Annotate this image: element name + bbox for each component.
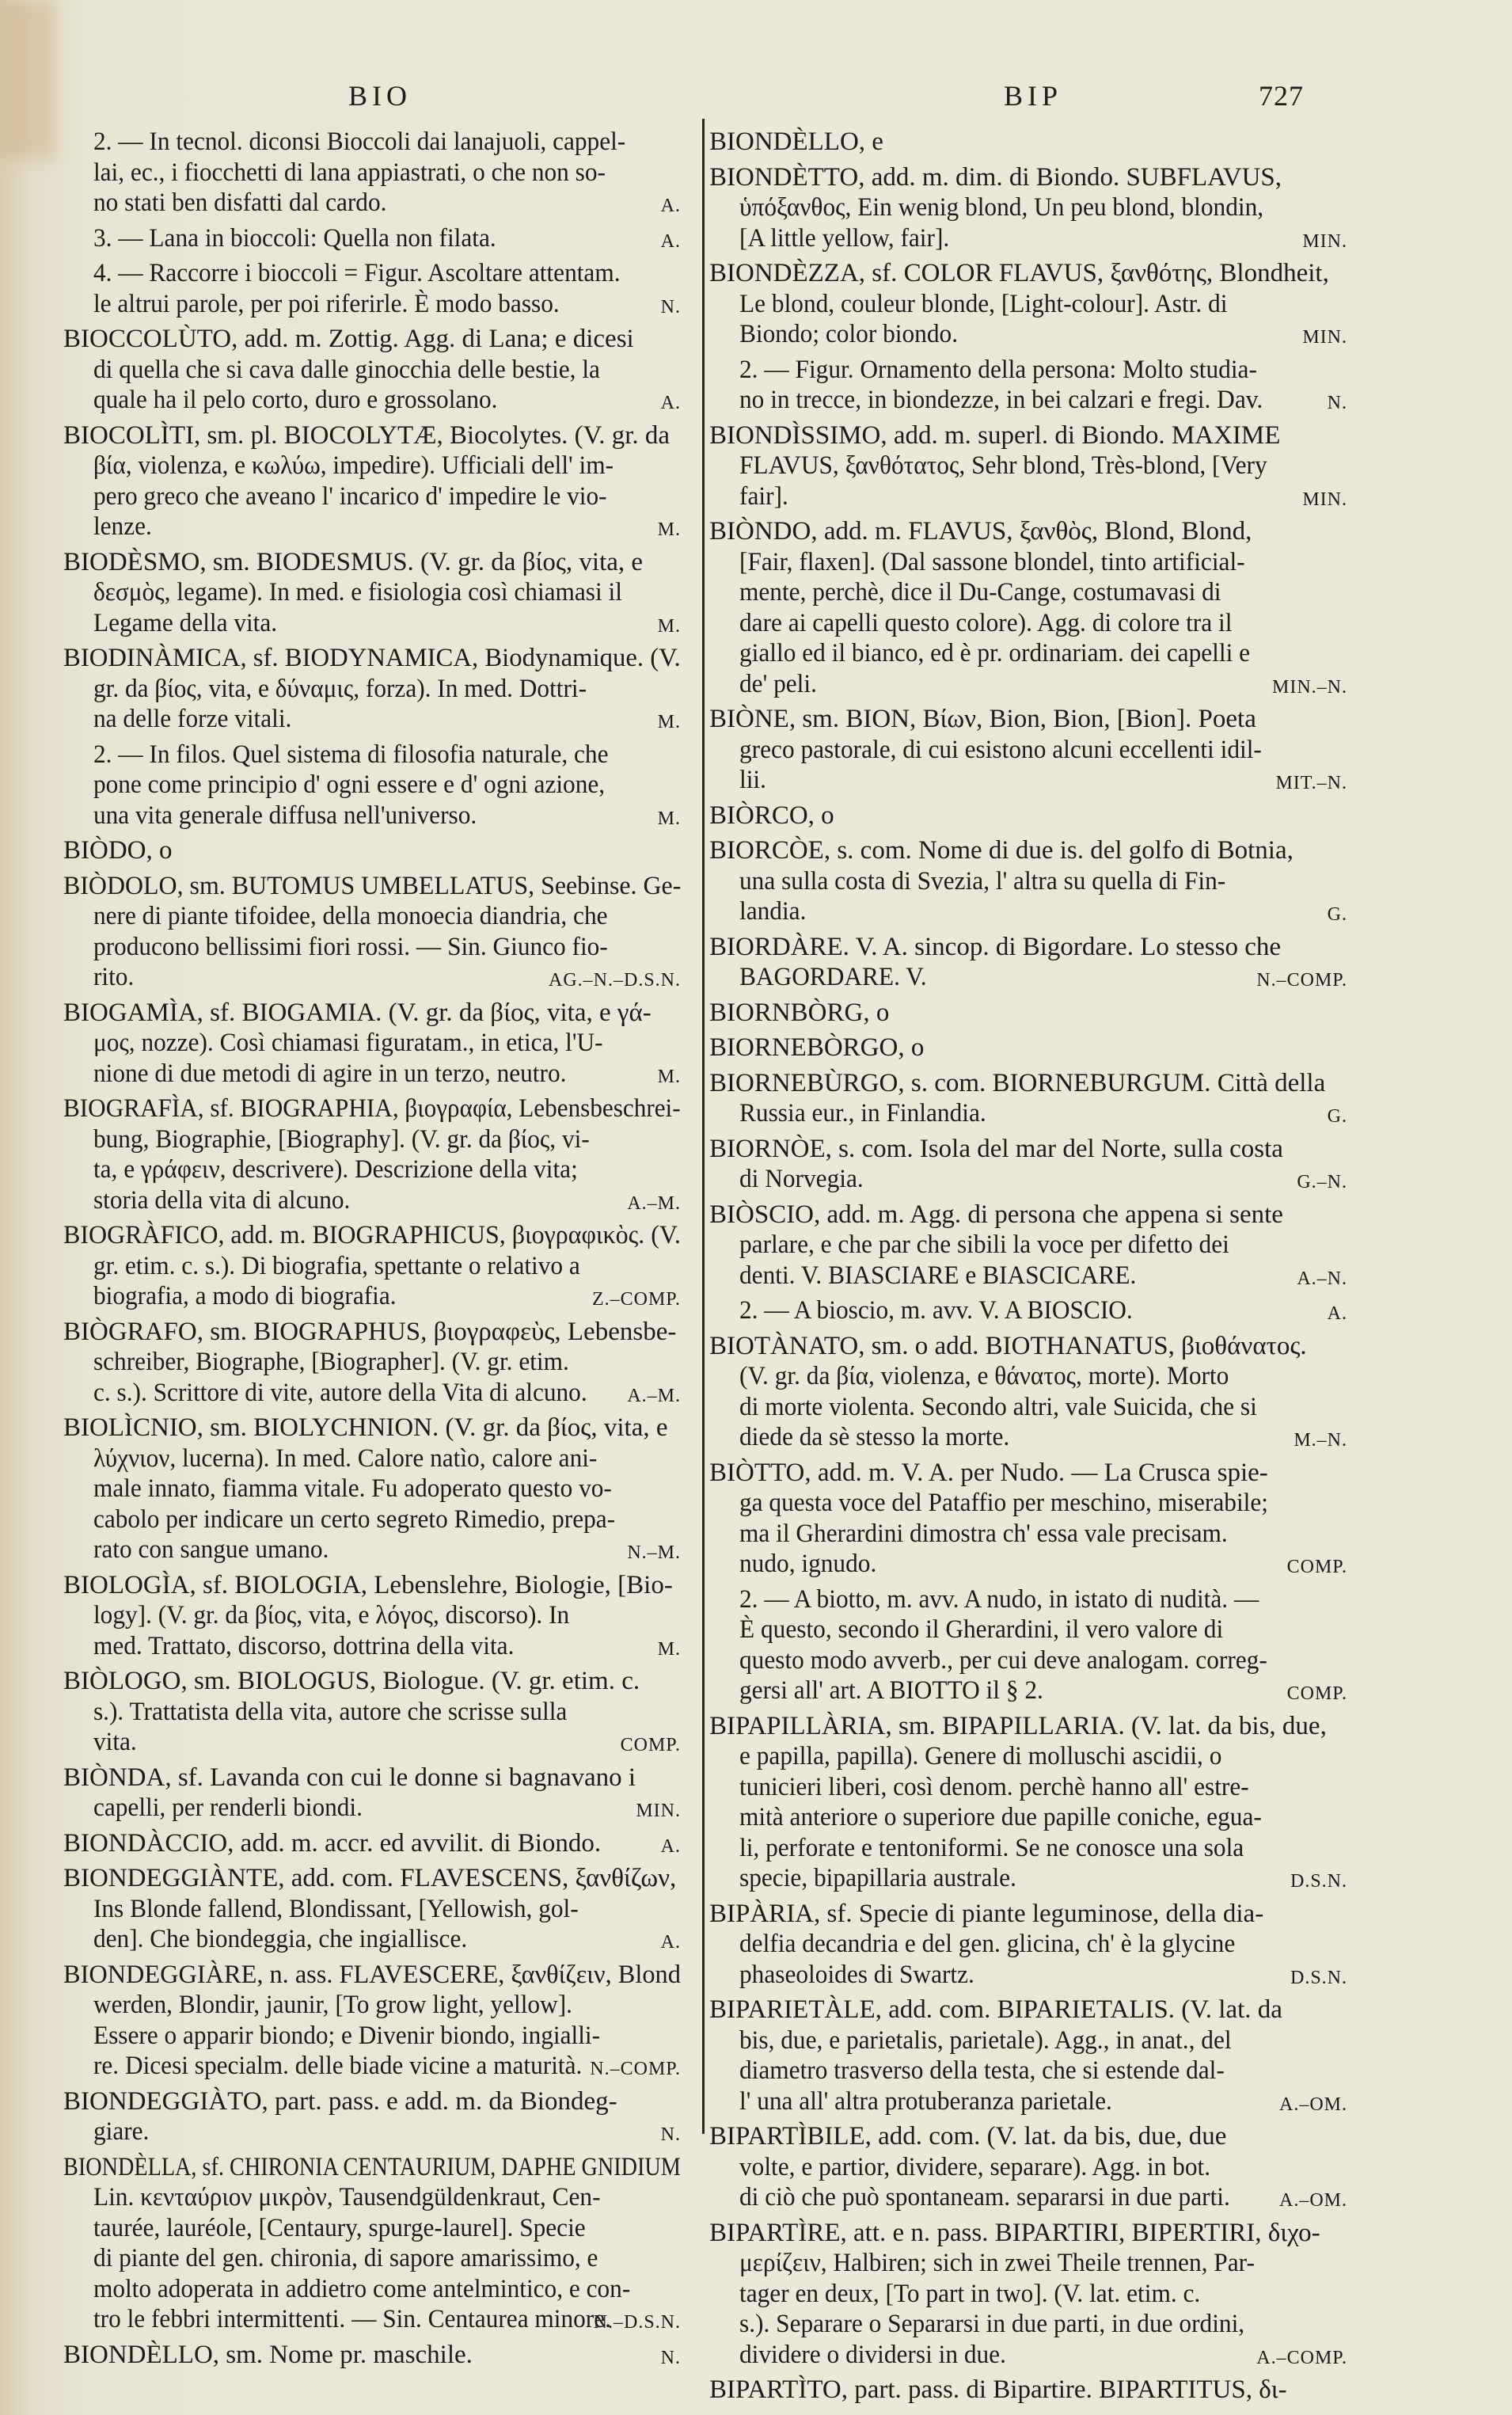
dictionary-entry <box>709 1899 1347 1991</box>
headword-line: BIÒRCO, o <box>709 801 834 830</box>
entry-text-line: Essere o apparir biondo; e Divenir biondo, ingialli- <box>93 2021 601 2050</box>
entry-text-line: phaseoloides di Swartz. <box>739 1960 974 1989</box>
entry-text-line: Biondo; color biondo. <box>739 320 959 348</box>
source-abbreviation: COMP. <box>1286 1557 1347 1577</box>
source-abbreviation: N.–COMP. <box>1256 970 1347 991</box>
headword-line: BIONDEGGIÀRE, n. ass. FLAVESCERE, ξανθίζειν, Blond <box>63 1960 681 1989</box>
column-divider <box>702 119 705 2134</box>
entry-text-line: nudo, ignudo. <box>739 1550 877 1578</box>
entry-text-line: μος, nozze). Così chiamasi figuratam., in etica, l'U- <box>93 1029 603 1057</box>
source-abbreviation: N.–D.S.N. <box>593 2312 681 2333</box>
headword-line: BIONDÈLLO, e <box>709 127 883 156</box>
dictionary-entry <box>63 643 681 735</box>
source-abbreviation: MIN.–N. <box>1272 676 1347 698</box>
entry-text-line: gr. da βίος, vita, e δύναμις, forza). In med. Dottri- <box>93 674 587 703</box>
dictionary-entry <box>709 1295 1347 1326</box>
source-abbreviation: AG.–N.–D.S.N. <box>548 970 681 991</box>
entry-text-line: e papilla, papilla). Genere di molluschi ascidii, o <box>739 1742 1222 1770</box>
source-abbreviation: COMP. <box>1286 1683 1347 1704</box>
entry-text-line: s.). Trattatista della vita, autore che scrisse sulla <box>93 1697 568 1726</box>
dictionary-entry <box>63 1413 681 1565</box>
dictionary-entry <box>709 801 1347 831</box>
headword-line: BIORNEBÒRGO, o <box>709 1033 925 1062</box>
dictionary-entry <box>63 1828 681 1859</box>
dictionary-entry <box>709 704 1347 796</box>
entry-text-line: dare ai capelli questo colore). Agg. di colore tra il <box>739 608 1233 637</box>
headword-line: BIÒNE, sm. BION, Βίων, Bion, Bion, [Bion]. Poeta <box>709 705 1256 733</box>
entry-text-line: capelli, per renderli biondi. <box>93 1793 363 1822</box>
entry-text-line: diede da sè stesso la morte. <box>739 1423 1010 1451</box>
headword-line: BIORNÒE, s. com. Isola del mar del Norte, sulla costa <box>709 1134 1283 1163</box>
headword-line: BIONDÌSSIMO, add. m. superl. di Biondo. MAXIME <box>709 420 1281 450</box>
entry-text-line: una vita generale diffusa nell'universo. <box>93 801 477 830</box>
dictionary-entry <box>63 2086 681 2147</box>
entry-text-line: 2. — Figur. Ornamento della persona: Molto studia- <box>739 355 1257 384</box>
headword-line: BIONDÈTTO, add. m. dim. di Biondo. SUBFLAVUS, <box>709 162 1282 192</box>
headword-line: BIOLÌCNIO, sm. BIOLYCHNION. (V. gr. da βίος, vita, e <box>63 1413 668 1442</box>
dictionary-entry <box>709 2375 1347 2405</box>
headword-line: BIPARTÌRE, att. e n. pass. BIPARTIRI, BIPERTIRI, διχο- <box>709 2218 1320 2247</box>
headword-line: BIPÀRIA, sf. Specie di piante leguminose, della dia- <box>709 1899 1264 1928</box>
source-abbreviation: N.–COMP. <box>590 2059 681 2079</box>
dictionary-entry <box>709 1331 1347 1453</box>
source-abbreviation: Z.–COMP. <box>591 1289 681 1310</box>
entry-text-line: diametro trasverso della testa, che si estende dal- <box>739 2056 1225 2085</box>
headword-line: BIOGAMÌA, sf. BIOGAMIA. (V. gr. da βίος, vita, e γά- <box>63 998 652 1027</box>
entry-text-line: cabolo per indicare un certo segreto Rimedio, prepa- <box>93 1504 616 1534</box>
dictionary-entry <box>709 162 1347 254</box>
dictionary-entry <box>709 1134 1347 1195</box>
source-abbreviation: M.–N. <box>1294 1430 1347 1451</box>
entry-text-line: l' una all' altra protuberanza parietale. <box>739 2086 1112 2116</box>
source-abbreviation: D.S.N. <box>1290 1871 1347 1892</box>
entry-text-line: biografia, a modo di biografia. <box>93 1282 397 1310</box>
entry-text-line: tro le febbri intermittenti. — Sin. Centaurea minore. <box>93 2305 611 2333</box>
running-head-left: BIO <box>348 80 412 112</box>
entry-text-line: βία, violenza, e κωλύω, impedire). Ufficiali dell' im- <box>93 451 614 480</box>
headword-line: BIÒNDA, sf. Lavanda con cui le donne si bagnavano i <box>63 1763 636 1792</box>
entry-text-line: di morte violenta. Secondo altri, vale Suicida, che si <box>739 1392 1257 1421</box>
entry-text-line: werden, Blondir, jaunir, [To grow light, yellow]. <box>93 1991 572 2019</box>
headword-line: BIONDÈZZA, sf. COLOR FLAVUS, ξανθότης, Blondheit, <box>709 259 1329 287</box>
entry-text-line: de' peli. <box>739 669 817 698</box>
source-abbreviation: N.–M. <box>627 1542 681 1563</box>
source-abbreviation: G. <box>1327 1106 1347 1127</box>
dictionary-entry <box>63 1666 681 1758</box>
entry-text-line: mente, perchè, dice il Du-Cange, costumavasi di <box>739 578 1221 607</box>
source-abbreviation: A. <box>660 1932 681 1953</box>
entry-text-line: logy]. (V. gr. da βίος, vita, e λόγος, discorso). In <box>93 1601 570 1630</box>
dictionary-entry <box>709 127 1347 158</box>
headword-line: BIORNBÒRG, o <box>709 998 890 1027</box>
dictionary-entry <box>709 1711 1347 1894</box>
entry-text-line: BAGORDARE. V. <box>739 963 927 991</box>
dictionary-entry <box>709 932 1347 993</box>
dictionary-entry <box>709 998 1347 1029</box>
entry-text-line: volte, e partior, dividere, separare). Agg. in bot. <box>739 2152 1211 2181</box>
headword-line: BIORNEBÙRGO, s. com. BIORNEBURGUM. Città della <box>709 1068 1326 1097</box>
entry-text-line: storia della vita di alcuno. <box>93 1185 351 1215</box>
headword-line: BIÒGRAFO, sm. BIOGRAPHUS, βιογραφεὺς, Lebensbe- <box>63 1317 677 1346</box>
entry-text-line: ὑπόξανθος, Ein wenig blond, Un peu blond, blondin, <box>739 193 1264 222</box>
source-abbreviation: M. <box>657 1638 681 1660</box>
paper-stain <box>0 0 55 158</box>
dictionary-entry <box>709 1068 1347 1129</box>
entry-text-line: 2. — In tecnol. diconsi Bioccoli dai lanajuoli, cappel- <box>93 127 626 156</box>
dictionary-entry <box>63 223 681 254</box>
dictionary-entry <box>63 2152 681 2335</box>
entry-text-line: le altrui parole, per poi riferirle. È modo basso. <box>93 289 560 318</box>
dictionary-entry <box>709 355 1347 416</box>
entry-text-line: nione di due metodi di agire in un terzo, neutro. <box>93 1059 567 1088</box>
entry-text-line: tunicieri liberi, così denom. perchè hanno all' estre- <box>739 1772 1249 1801</box>
headword-line: BIOCOLÌTI, sm. pl. BIOCOLYTÆ, Biocolytes. (V. gr. da <box>63 420 671 450</box>
source-abbreviation: M. <box>657 1066 681 1087</box>
dictionary-entry <box>63 871 681 993</box>
source-abbreviation: MIN. <box>1302 489 1347 510</box>
entry-text-line: Legame della vita. <box>93 608 278 637</box>
entry-text-line: una sulla costa di Svezia, l' altra su quella di Fin- <box>739 866 1226 896</box>
entry-text-line: pero greco che aveano l' incarico d' impedire le vio- <box>93 481 607 511</box>
dictionary-entry <box>63 998 681 1090</box>
headword-line: BIORDÀRE. V. A. sincop. di Bigordare. Lo stesso che <box>709 932 1281 961</box>
headword-line: BIORCÒE, s. com. Nome di due is. del golfo di Botnia, <box>709 836 1294 865</box>
source-abbreviation: A.–M. <box>627 1385 681 1406</box>
dictionary-entry <box>63 835 681 866</box>
dictionary-entry <box>63 420 681 542</box>
headword-line: BIÒLOGO, sm. BIOLOGUS, Biologue. (V. gr. etim. c. <box>63 1667 640 1695</box>
entry-text-line: mità anteriore o superiore due papille coniche, egua- <box>739 1803 1262 1831</box>
source-abbreviation: M. <box>657 615 681 637</box>
source-abbreviation: MIN. <box>636 1801 681 1821</box>
dictionary-entry <box>63 1220 681 1312</box>
headword-line: BIÒNDO, add. m. FLAVUS, ξανθὸς, Blond, Blond, <box>709 517 1252 546</box>
dictionary-entry <box>63 2340 681 2371</box>
entry-text-line: fair]. <box>739 481 788 511</box>
headword-line: BIOGRÀFICO, add. m. BIOGRAPHICUS, βιογραφικὸς. (V. <box>63 1221 681 1249</box>
headword-line: BIODINÀMICA, sf. BIODYNAMICA, Biodynamique. (V. <box>63 644 681 672</box>
headword-line: BIPAPILLÀRIA, sm. BIPAPILLARIA. (V. lat. da bis, due, <box>709 1711 1327 1740</box>
headword-line: BIOTÀNATO, sm. o add. BIOTHANATUS, βιοθάνατος. <box>709 1331 1307 1360</box>
dictionary-entry <box>709 516 1347 699</box>
dictionary-entry <box>709 2218 1347 2371</box>
source-abbreviation: M. <box>657 808 681 829</box>
source-abbreviation: A.–OM. <box>1278 2094 1347 2115</box>
entry-text-line: pone come principio d' ogni essere e d' ogni azione, <box>93 770 606 799</box>
source-abbreviation: N. <box>660 296 681 318</box>
entry-text-line: c. s.). Scrittore di vite, autore della Vita di alcuno. <box>93 1378 587 1407</box>
dictionary-entry <box>63 324 681 416</box>
entry-text-line: di quella che si cava dalle ginocchia delle bestie, la <box>93 355 600 384</box>
entry-text-line: producono bellissimi fiori rossi. — Sin. Giunco fio- <box>93 932 608 961</box>
entry-text-line: [A little yellow, fair]. <box>739 223 950 253</box>
entry-text-line: greco pastorale, di cui esistono alcuni eccellenti idil- <box>739 735 1262 764</box>
left-column <box>63 127 681 2375</box>
right-column <box>709 127 1347 2410</box>
entry-text-line: λύχνιον, lucerna). In med. Calore natìo, calore ani- <box>93 1443 598 1473</box>
entry-text-line: specie, bipapillaria australe. <box>739 1864 1016 1892</box>
entry-text-line: vita. <box>93 1728 137 1756</box>
entry-text-line: Le blond, couleur blonde, [Light-colour]. Astr. di <box>739 289 1228 318</box>
source-abbreviation: A. <box>660 196 681 216</box>
entry-text-line: no stati ben disfatti dal cardo. <box>93 188 387 217</box>
source-abbreviation: M. <box>657 519 681 540</box>
entry-text-line: ta, e γράφειν, descrivere). Descrizione della vita; <box>93 1155 578 1184</box>
entry-text-line: di Norvegia. <box>739 1165 864 1193</box>
source-abbreviation: N. <box>660 2347 681 2368</box>
dictionary-entry <box>709 835 1347 927</box>
entry-text-line: parlare, e che par che sibili la voce per difetto dei <box>739 1230 1229 1259</box>
dictionary-entry <box>63 1317 681 1409</box>
dictionary-entry <box>709 2121 1347 2213</box>
entry-text-line: Ins Blonde fallend, Blondissant, [Yellowish, gol- <box>93 1894 579 1923</box>
source-abbreviation: A.–N. <box>1297 1268 1347 1289</box>
source-abbreviation: A. <box>660 393 681 413</box>
running-head-right: BIP <box>1004 80 1063 112</box>
entry-text-line: landia. <box>739 897 807 926</box>
source-abbreviation: A.–COMP. <box>1256 2347 1347 2368</box>
entry-text-line: gersi all' art. A BIOTTO il § 2. <box>739 1676 1043 1705</box>
dictionary-entry <box>63 127 681 219</box>
entry-text-line: med. Trattato, discorso, dottrina della vita. <box>93 1631 515 1660</box>
entry-text-line: taurée, lauréole, [Centaury, spurge-laurel]. Specie <box>93 2213 586 2242</box>
source-abbreviation: A. <box>660 230 681 252</box>
entry-text-line: [Fair, flaxen]. (Dal sassone blondel, tinto artificial- <box>739 547 1245 576</box>
entry-text-line: lenze. <box>93 512 152 541</box>
headword-line: BIONDEGGIÀNTE, add. com. FLAVESCENS, ξανθίζων, <box>63 1864 677 1892</box>
entry-text-line: re. Dicesi specialm. delle biade vicine a maturità. <box>93 2052 583 2080</box>
headword-line: BIPARTÌTO, part. pass. di Bipartire. BIPARTITUS, δι- <box>709 2375 1287 2404</box>
dictionary-entry <box>63 547 681 639</box>
page-number: 727 <box>1259 80 1304 112</box>
entry-text-line: di piante del gen. chironia, di sapore amarissimo, e <box>93 2244 598 2272</box>
entry-text-line: schreiber, Biographe, [Biographer]. (V. gr. etim. <box>93 1348 569 1376</box>
source-abbreviation: MIN. <box>1302 230 1347 252</box>
entry-text-line: Russia eur., in Finlandia. <box>739 1099 986 1128</box>
dictionary-entry <box>709 1200 1347 1291</box>
entry-text-line: den]. Che biondeggia, che ingiallisce. <box>93 1925 468 1953</box>
entry-text-line: giallo ed il bianco, ed è pr. ordinariam. dei capelli e <box>739 639 1251 667</box>
source-abbreviation: A.–OM. <box>1278 2190 1347 2211</box>
source-abbreviation: M. <box>657 712 681 732</box>
entry-text-line: tager en deux, [To part in two]. (V. lat. etim. c. <box>739 2279 1201 2308</box>
headword-line: BIÒDOLO, sm. BUTOMUS UMBELLATUS, Seebinse. Ge- <box>63 871 682 900</box>
entry-text-line: male innato, fiamma vitale. Fu adoperato questo vo- <box>93 1474 612 1503</box>
dictionary-entry <box>63 1863 681 1955</box>
entry-text-line: denti. V. BIASCIARE e BIASCICARE. <box>739 1261 1137 1290</box>
headword-line: BIONDÈLLO, sm. Nome pr. maschile. <box>63 2340 473 2369</box>
headword-line: BIÒSCIO, add. m. Agg. di persona che appena si sente <box>709 1200 1283 1229</box>
entry-text-line: nere di piante tifoidee, della monoecia diandria, che <box>93 902 608 930</box>
source-abbreviation: G.–N. <box>1297 1172 1347 1192</box>
dictionary-entry <box>63 1570 681 1662</box>
headword-line: BIOCCOLÙTO, add. m. Zottig. Agg. di Lana; e dicesi <box>63 325 634 353</box>
entry-text-line: 3. — Lana in bioccoli: Quella non filata. <box>93 223 496 253</box>
entry-text-line: ma il Gherardini dimostra ch' essa vale precisam. <box>739 1519 1228 1548</box>
entry-text-line: lai, ec., i fiocchetti di lana appiastrati, o che non so- <box>93 158 606 187</box>
entry-text-line: questo modo avverb., per cui deve analogam. correg- <box>739 1645 1267 1675</box>
headword-line: BIPARTÌBILE, add. com. (V. lat. da bis, due, due <box>709 2122 1227 2151</box>
entry-text-line: no in trecce, in biondezze, in bei calzari e fregi. Dav. <box>739 386 1263 414</box>
source-abbreviation: A. <box>660 1835 681 1857</box>
entry-text-line: li, perforate e tentoniformi. Se ne conosce una sola <box>739 1833 1244 1862</box>
source-abbreviation: COMP. <box>620 1735 681 1755</box>
entry-text-line: bis, due, e parietalis, parietale). Agg., in anat., del <box>739 2025 1232 2055</box>
dictionary-entry <box>63 258 681 319</box>
source-abbreviation: MIN. <box>1302 327 1347 348</box>
headword-line: BIONDÈLLA, sf. CHIRONIA CENTAURIUM, DAPHE GNIDIUM <box>63 2152 681 2181</box>
dictionary-entry <box>709 258 1347 350</box>
source-abbreviation: D.S.N. <box>1290 1967 1347 1988</box>
entry-text-line: 2. — In filos. Quel sistema di filosofia naturale, che <box>93 740 609 769</box>
entry-text-line: gr. etim. c. s.). Di biografia, spettante o relativo a <box>93 1251 580 1280</box>
dictionary-entry <box>709 1995 1347 2116</box>
dictionary-entry <box>63 1093 681 1215</box>
headword-line: BIPARIETÀLE, add. com. BIPARIETALIS. (V. lat. da <box>709 1995 1282 2024</box>
entry-text-line: na delle forze vitali. <box>93 705 292 733</box>
headword-line: BIONDÀCCIO, add. m. accr. ed avvilit. di Biondo. <box>63 1828 602 1858</box>
source-abbreviation: G. <box>1327 904 1347 925</box>
dictionary-entry <box>63 1763 681 1824</box>
source-abbreviation: MIT.–N. <box>1275 773 1347 793</box>
entry-text-line: ga questa voce del Pataffio per meschino, miserabile; <box>739 1489 1268 1517</box>
entry-text-line: È questo, secondo il Gherardini, il vero valore di <box>739 1615 1224 1644</box>
entry-text-line: 2. — A biotto, m. avv. A nudo, in istato di nudità. — <box>739 1584 1259 1614</box>
headword-line: BIONDEGGIÀTO, part. pass. e add. m. da Biondeg- <box>63 2086 617 2116</box>
dictionary-entry <box>709 420 1347 512</box>
source-abbreviation: N. <box>1327 393 1347 413</box>
entry-text-line: rito. <box>93 963 135 991</box>
entry-text-line: quale ha il pelo corto, duro e grossolano. <box>93 386 498 414</box>
dictionary-entry <box>63 740 681 831</box>
entry-text-line: delfia decandria e del gen. glicina, ch' è la glycine <box>739 1930 1236 1958</box>
dictionary-entry <box>63 1960 681 2082</box>
entry-text-line: rato con sangue umano. <box>93 1535 329 1564</box>
source-abbreviation: N. <box>660 2124 681 2145</box>
entry-text-line: dividere o dividersi in due. <box>739 2340 1006 2369</box>
entry-text-line: FLAVUS, ξανθότατος, Sehr blond, Très-blond, [Very <box>739 451 1267 480</box>
entry-text-line: 4. — Raccorre i bioccoli = Figur. Ascoltare attentam. <box>93 259 621 287</box>
headword-line: BIOGRAFÌA, sf. BIOGRAPHIA, βιογραφία, Lebensbeschrei- <box>63 1094 681 1123</box>
entry-text-line: (V. gr. da βία, violenza, e θάνατος, morte). Morto <box>739 1362 1229 1390</box>
entry-text-line: giare. <box>93 2117 150 2146</box>
source-abbreviation: A.–M. <box>627 1192 681 1214</box>
entry-text-line: μερίζειν, Halbiren; sich in zwei Theile trennen, Par- <box>739 2249 1255 2277</box>
headword-line: BIOLOGÌA, sf. BIOLOGIA, Lebenslehre, Biologie, [Bio- <box>63 1570 673 1599</box>
entry-text-line: Lin. κενταύριον μικρὸν, Tausendgüldenkraut, Cen- <box>93 2183 601 2212</box>
entry-text-line: di ciò che può spontaneam. separarsi in due parti. <box>739 2183 1230 2212</box>
dictionary-entry <box>709 1458 1347 1580</box>
entry-text-line: δεσμὸς, legame). In med. e fisiologia così chiamasi il <box>93 578 622 607</box>
headword-line: BIÒDO, o <box>63 836 173 865</box>
dictionary-entry <box>709 1584 1347 1706</box>
source-abbreviation: A. <box>1327 1303 1347 1324</box>
entry-text-line: lii. <box>739 766 766 794</box>
entry-text-line: molto adoperata in addietro come antelmintico, e con- <box>93 2274 631 2303</box>
headword-line: BIÒTTO, add. m. V. A. per Nudo. — La Crusca spie- <box>709 1458 1268 1487</box>
headword-line: BIODÈSMO, sm. BIODESMUS. (V. gr. da βίος, vita, e <box>63 547 644 576</box>
dictionary-entry <box>709 1033 1347 1063</box>
entry-text-line: bung, Biographie, [Biography]. (V. gr. da βίος, vi- <box>93 1124 590 1154</box>
entry-text-line: s.). Separare o Separarsi in due parti, in due ordini, <box>739 2310 1245 2338</box>
entry-text-line: 2. — A bioscio, m. avv. V. A BIOSCIO. <box>739 1296 1133 1325</box>
